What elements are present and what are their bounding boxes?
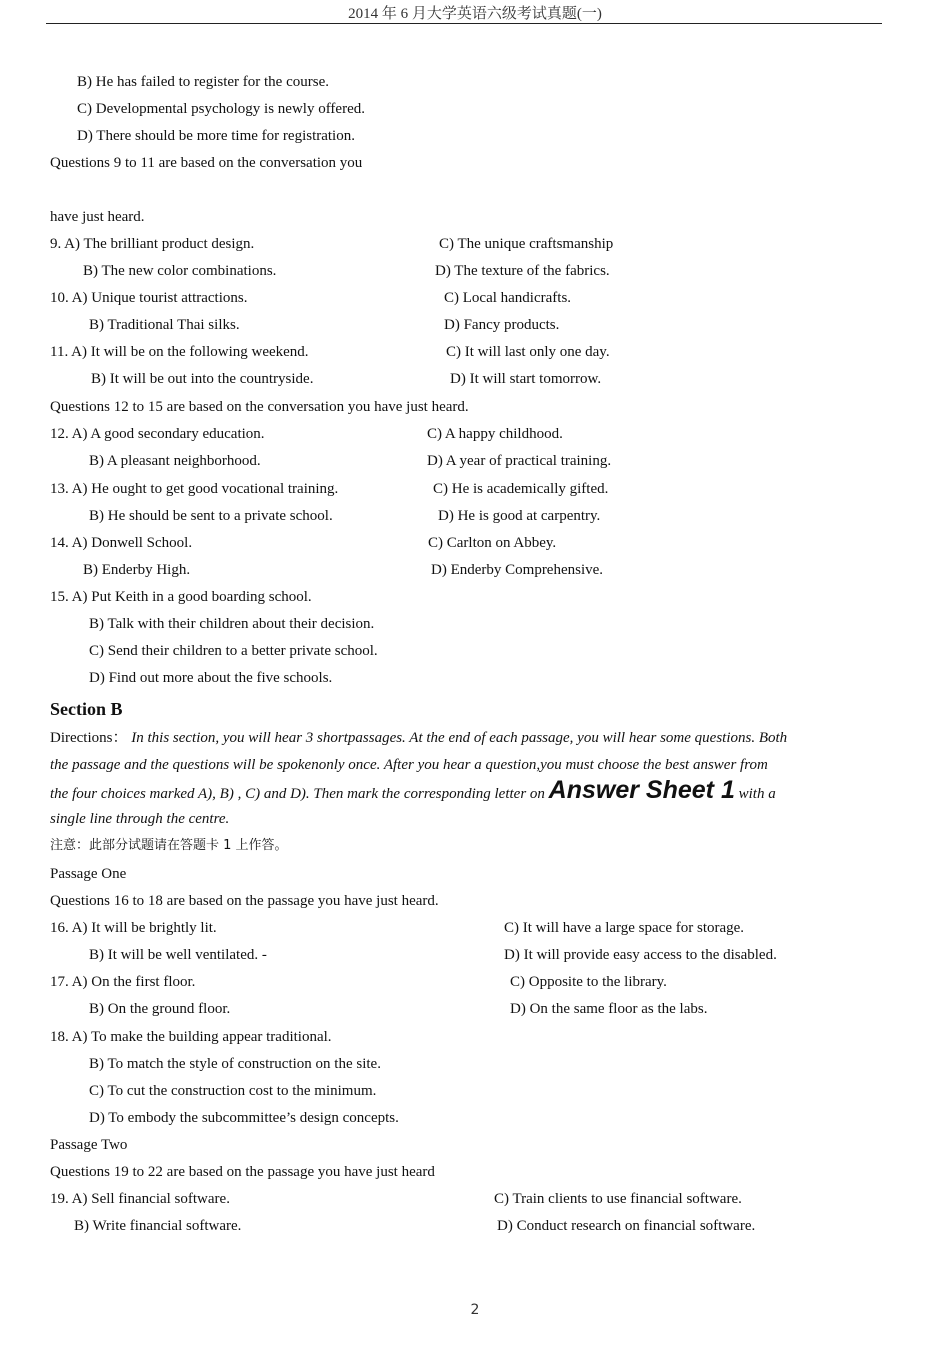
q18-option-a: 18. A) To make the building appear traditional. xyxy=(50,1029,332,1045)
q14-option-d: D) Enderby Comprehensive. xyxy=(431,562,604,578)
intro-19-22: Questions 19 to 22 are based on the passage you have just heard xyxy=(50,1164,435,1180)
q17-option-b: B) On the ground floor. xyxy=(89,1001,231,1017)
q11-option-d: D) It will start tomorrow. xyxy=(450,371,602,387)
q12-option-d: D) A year of practical training. xyxy=(427,453,612,469)
chinese-note: 注意：此部分试题请在答题卡 1 上作答。 xyxy=(50,838,288,853)
page-number: 2 xyxy=(470,1302,480,1318)
q15-option-c: C) Send their children to a better private school. xyxy=(89,643,378,659)
q9-option-d: D) The texture of the fabrics. xyxy=(435,263,610,279)
q15-option-d: D) Find out more about the five schools. xyxy=(89,670,333,686)
q10-option-a: 10. A) Unique tourist attractions. xyxy=(50,290,248,306)
q8-option-d: D) There should be more time for registration. xyxy=(77,128,355,144)
directions-text-3b: with a xyxy=(738,786,776,802)
passage-one-title: Passage One xyxy=(50,866,127,882)
q12-option-c: C) A happy childhood. xyxy=(427,426,563,442)
q17-option-c: C) Opposite to the library. xyxy=(510,974,667,990)
q10-option-d: D) Fancy products. xyxy=(444,317,560,333)
q13-option-d: D) He is good at carpentry. xyxy=(438,508,601,524)
q17-option-d: D) On the same floor as the labs. xyxy=(510,1001,708,1017)
q11-option-a: 11. A) It will be on the following weekend. xyxy=(50,344,309,360)
q13-option-a: 13. A) He ought to get good vocational training. xyxy=(50,481,339,497)
q16-option-c: C) It will have a large space for storage. xyxy=(504,920,745,936)
directions-label: Directions： xyxy=(50,730,128,746)
page-header-title: 2014 年 6 月大学英语六级考试真题(一) xyxy=(348,6,602,22)
q11-option-c: C) It will last only one day. xyxy=(446,344,610,360)
q12-option-b: B) A pleasant neighborhood. xyxy=(89,453,261,469)
directions-line1 xyxy=(50,729,787,747)
q17-option-a: 17. A) On the first floor. xyxy=(50,974,196,990)
directions-line2: the passage and the questions will be spokenonly once. After you hear a question,you must choose the best answer from xyxy=(50,757,768,773)
intro-9-11-line1: Questions 9 to 11 are based on the conversation you xyxy=(50,155,363,171)
q8-option-b: B) He has failed to register for the course. xyxy=(77,74,329,90)
q16-option-a: 16. A) It will be brightly lit. xyxy=(50,920,217,936)
q16-option-d: D) It will provide easy access to the disabled. xyxy=(504,947,777,963)
q15-option-b: B) Talk with their children about their decision. xyxy=(89,616,375,632)
intro-16-18: Questions 16 to 18 are based on the passage you have just heard. xyxy=(50,893,439,909)
q19-option-c: C) Train clients to use financial software. xyxy=(494,1191,742,1207)
q18-option-b: B) To match the style of construction on the site. xyxy=(89,1056,381,1072)
q13-option-b: B) He should be sent to a private school. xyxy=(89,508,333,524)
header-rule xyxy=(46,23,882,24)
q8-option-c: C) Developmental psychology is newly offered. xyxy=(77,101,365,117)
q12-option-a: 12. A) A good secondary education. xyxy=(50,426,265,442)
q9-option-a: 9. A) The brilliant product design. xyxy=(50,236,255,252)
q11-option-b: B) It will be out into the countryside. xyxy=(91,371,314,387)
q14-option-c: C) Carlton on Abbey. xyxy=(428,535,557,551)
q9-option-c: C) The unique craftsmanship xyxy=(439,236,614,252)
passage-two-title: Passage Two xyxy=(50,1137,128,1153)
section-b-title: Section B xyxy=(50,699,123,719)
q16-option-b: B) It will be well ventilated. - xyxy=(89,947,267,963)
q9-option-b: B) The new color combinations. xyxy=(83,263,277,279)
answer-sheet-emphasis: Answer Sheet 1 xyxy=(548,776,735,804)
intro-9-11-line2: have just heard. xyxy=(50,209,145,225)
q10-option-b: B) Traditional Thai silks. xyxy=(89,317,240,333)
q14-option-b: B) Enderby High. xyxy=(83,562,191,578)
q18-option-d: D) To embody the subcommittee’s design concepts. xyxy=(89,1110,399,1126)
q15-option-a: 15. A) Put Keith in a good boarding school. xyxy=(50,589,312,605)
intro-12-15: Questions 12 to 15 are based on the conversation you have just heard. xyxy=(50,399,469,415)
directions-line4: single line through the centre. xyxy=(50,811,230,827)
q13-option-c: C) He is academically gifted. xyxy=(433,481,609,497)
q18-option-c: C) To cut the construction cost to the minimum. xyxy=(89,1083,377,1099)
q10-option-c: C) Local handicrafts. xyxy=(444,290,572,306)
q19-option-d: D) Conduct research on financial software. xyxy=(497,1218,756,1234)
directions-text-3: the four choices marked A), B) , C) and D). Then mark the corresponding letter on xyxy=(50,786,545,802)
q19-option-a: 19. A) Sell financial software. xyxy=(50,1191,230,1207)
directions-line3 xyxy=(50,776,776,808)
directions-text-1: In this section, you will hear 3 shortpassages. At the end of each passage, you will hear some questions. Both xyxy=(131,730,788,746)
q14-option-a: 14. A) Donwell School. xyxy=(50,535,193,551)
q19-option-b: B) Write financial software. xyxy=(74,1218,242,1234)
